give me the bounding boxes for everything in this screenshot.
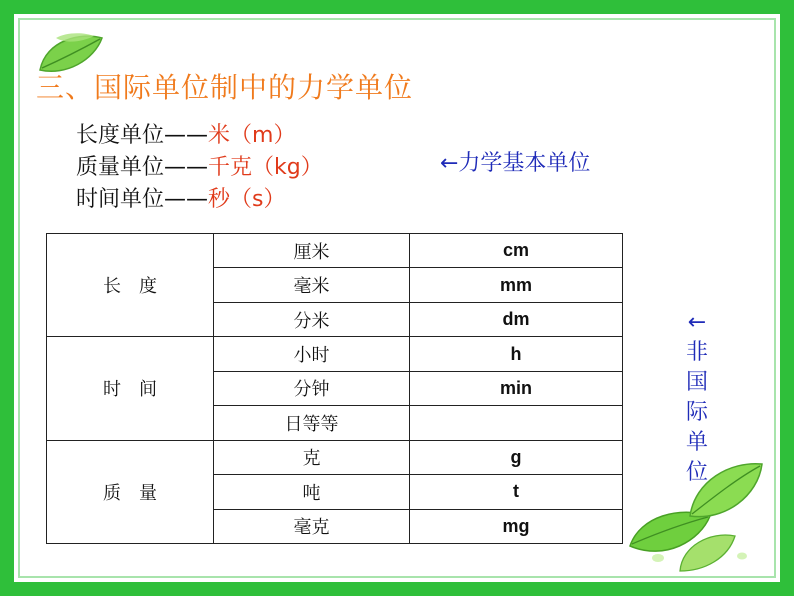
base-unit-label: 时间单位—— xyxy=(76,187,209,212)
category-cell: 长 度 xyxy=(47,234,214,337)
unit-symbol-cell xyxy=(410,406,623,440)
unit-symbol-cell: dm xyxy=(410,302,623,336)
unit-name-cell: 日等等 xyxy=(214,406,410,440)
side-note-char: ← xyxy=(687,310,707,335)
unit-name-cell: 毫克 xyxy=(214,509,410,544)
side-note-char: 单 xyxy=(685,430,708,455)
side-note-char: 非 xyxy=(685,340,708,365)
base-unit-value: 米（m） xyxy=(208,123,296,148)
unit-symbol-cell: min xyxy=(410,371,623,405)
side-note-char: 国 xyxy=(685,370,708,395)
table-row xyxy=(47,337,623,371)
side-note-char: 际 xyxy=(685,400,708,425)
category-cell: 质 量 xyxy=(47,440,214,543)
unit-symbol-cell: g xyxy=(410,440,623,474)
table-row xyxy=(47,440,623,474)
base-unit-mass xyxy=(76,152,323,184)
unit-symbol-cell: mg xyxy=(410,509,623,544)
non-si-units-table xyxy=(46,233,623,544)
base-unit-length xyxy=(76,120,323,152)
base-unit-label: 长度单位—— xyxy=(76,123,209,148)
unit-name-cell: 小时 xyxy=(214,337,410,371)
unit-name-cell: 吨 xyxy=(214,475,410,509)
unit-name-cell: 厘米 xyxy=(214,234,410,268)
base-unit-value: 秒（s） xyxy=(208,187,286,212)
base-units-note: ←力学基本单位 xyxy=(440,151,591,176)
unit-name-cell: 毫米 xyxy=(214,268,410,302)
unit-symbol-cell: h xyxy=(410,337,623,371)
leaf-cluster-icon xyxy=(620,436,770,576)
base-unit-label: 质量单位—— xyxy=(76,155,209,180)
category-cell: 时 间 xyxy=(47,337,214,440)
unit-symbol-cell: mm xyxy=(410,268,623,302)
table-row xyxy=(47,234,623,268)
unit-name-cell: 克 xyxy=(214,440,410,474)
unit-name-cell: 分钟 xyxy=(214,371,410,405)
base-units-list xyxy=(76,120,323,216)
base-unit-value: 千克（kg） xyxy=(208,155,323,180)
unit-symbol-cell: t xyxy=(410,475,623,509)
base-unit-time xyxy=(76,184,323,216)
unit-symbol-cell: cm xyxy=(410,234,623,268)
side-note-char: 位 xyxy=(685,460,708,485)
unit-name-cell: 分米 xyxy=(214,302,410,336)
page-title: 三、国际单位制中的力学单位 xyxy=(36,71,414,104)
